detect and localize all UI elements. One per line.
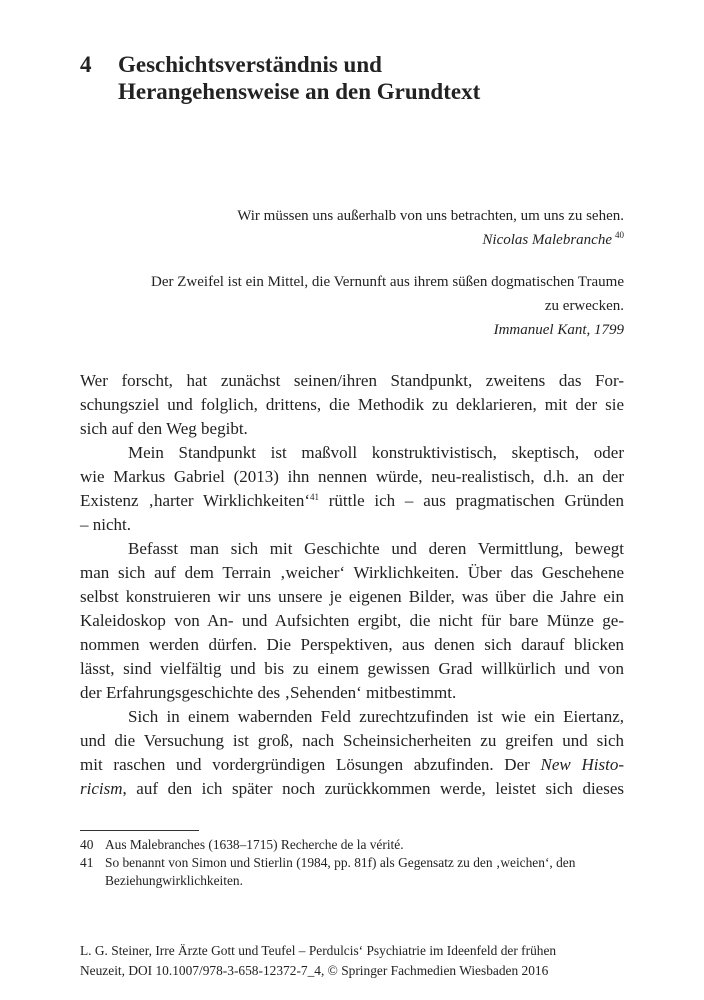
epigraph-quote: Wir müssen uns außerhalb von uns betrachten, um uns zu sehen.: [237, 208, 624, 224]
body-line: Wer forscht, hat zunächst seinen/ihren Standpunkt, zweitens das For-: [80, 371, 624, 390]
body-text-fragment: Existenz ‚harter Wirklichkeiten‘: [80, 491, 310, 510]
publication-info: [80, 941, 626, 981]
body-line: wie Markus Gabriel (2013) ihn nennen würde, neu-realistisch, d.h. an der: [80, 467, 624, 486]
epigraph-quote-line: zu erwecken.: [544, 298, 624, 314]
body-line: lässt, sind vielfältig und bis zu einem gewissen Grad willkürlich und von: [80, 659, 624, 678]
footnote-40: [80, 836, 626, 854]
chapter-title-line: Herangehensweise an den Grundtext: [118, 79, 481, 104]
footnote-number: 41: [80, 855, 94, 870]
body-text-fragment: mit raschen und vordergründigen Lösungen abzufinden. Der: [80, 755, 541, 774]
body-line: der Erfahrungsgeschichte des ‚Sehenden‘ mitbestimmt.: [80, 683, 457, 702]
body-line: [80, 489, 624, 513]
epigraph-author: Nicolas Malebranche: [482, 232, 612, 248]
body-line: Mein Standpunkt ist maßvoll konstruktivistisch, skeptisch, oder: [128, 443, 624, 462]
footnote-text: So benannt von Simon und Stierlin (1984, pp. 81f) als Gegensatz zu den ‚weichen‘, den: [105, 855, 576, 870]
footnote-text: Aus Malebranches (1638–1715) Recherche de la vérité.: [105, 837, 404, 852]
emphasized-term: New Histo-: [540, 755, 624, 774]
chapter-title: [118, 51, 638, 105]
chapter-title-line: Geschichtsverständnis und: [118, 52, 382, 77]
footnote-41: [80, 854, 626, 890]
body-line: schungsziel und folglich, drittens, die Methodik zu deklarieren, mit der sie: [80, 395, 624, 414]
epigraph-author: Immanuel Kant, 1799: [493, 322, 624, 338]
body-line: Befasst man sich mit Geschichte und deren Vermittlung, bewegt: [128, 539, 624, 558]
chapter-number: 4: [80, 52, 92, 77]
footnotes: [80, 836, 626, 890]
footnote-reference: 41: [310, 492, 319, 502]
epigraph-malebranche: [64, 204, 624, 252]
body-line: Sich in einem wabernden Feld zurechtzufinden ist wie ein Eiertanz,: [128, 707, 624, 726]
footnote-text: Beziehungwirklichkeiten.: [105, 873, 243, 888]
body-text: [80, 369, 624, 801]
publication-line: Neuzeit, DOI 10.1007/978-3-658-12372-7_4, © Springer Fachmedien Wiesbaden 2016: [80, 963, 549, 978]
body-line: Kaleidoskop von An- und Aufsichten ergibt, die nicht für bare Münze ge-: [80, 611, 624, 630]
epigraph-kant: [64, 270, 624, 342]
body-text-fragment: , auf den ich später noch zurückkommen werde, leistet sich dieses: [122, 779, 624, 798]
footnote-number: 40: [80, 837, 94, 852]
body-line: [80, 777, 624, 801]
body-line: nommen werden dürfen. Die Perspektiven, aus denen sich darauf blicken: [80, 635, 624, 654]
body-line: man sich auf dem Terrain ‚weicher‘ Wirklichkeiten. Über das Geschehene: [80, 563, 624, 582]
footnote-separator: [80, 830, 199, 831]
body-text-fragment: rüttle ich – aus pragmatischen Gründen: [319, 491, 624, 510]
body-line: [80, 753, 624, 777]
body-line: – nicht.: [80, 515, 131, 534]
body-line: und die Versuchung ist groß, nach Scheinsicherheiten zu greifen und sich: [80, 731, 624, 750]
footnote-reference: 40: [615, 230, 624, 240]
body-line: sich auf den Weg begibt.: [80, 419, 248, 438]
body-line: selbst konstruieren wir uns unsere je eigenen Bilder, was über die Jahre ein: [80, 587, 624, 606]
emphasized-term: ricism: [80, 779, 123, 798]
publication-line: L. G. Steiner, Irre Ärzte Gott und Teufel – Perdulcis‘ Psychiatrie im Ideenfeld der frühen: [80, 943, 557, 958]
epigraph-quote-line: Der Zweifel ist ein Mittel, die Vernunft aus ihrem süßen dogmatischen Traume: [151, 274, 624, 290]
epigraph-attribution: [64, 228, 624, 252]
